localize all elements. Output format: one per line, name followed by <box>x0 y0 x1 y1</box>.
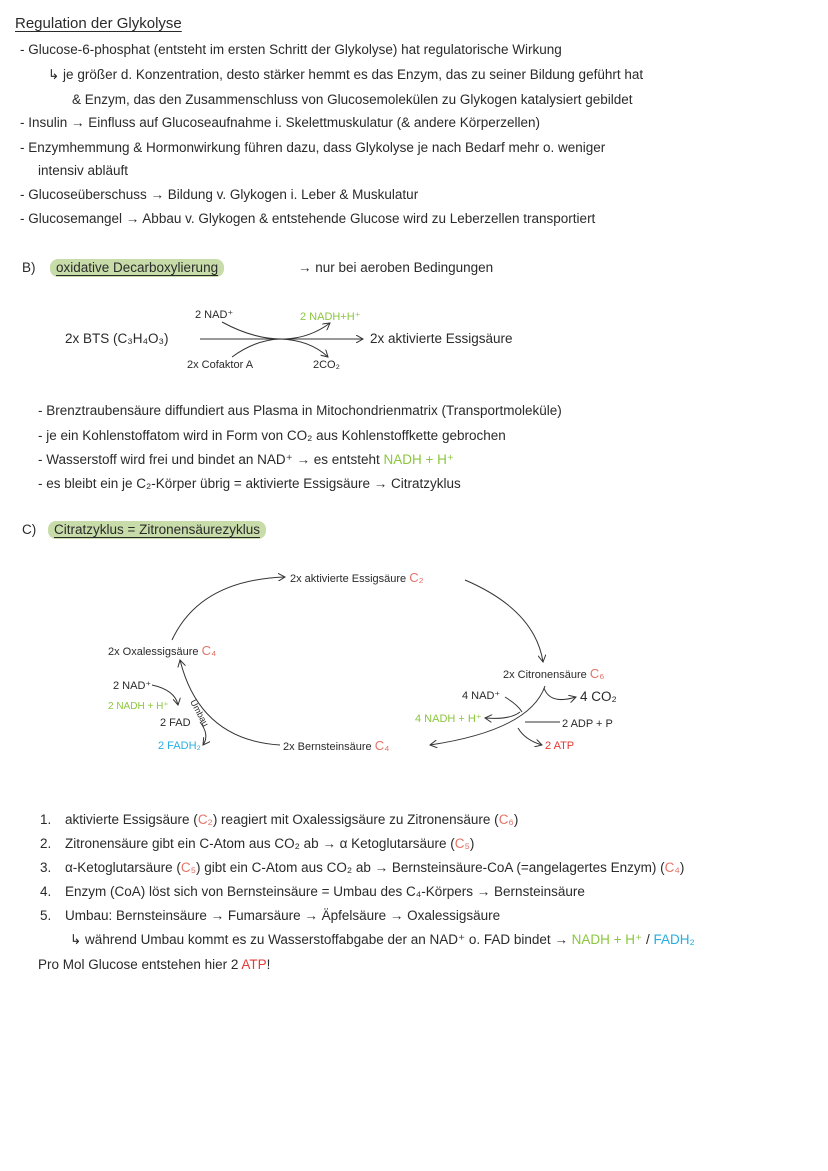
atp-label: ATP <box>241 957 267 972</box>
cycle-right-label: 2x Citronensäure <box>503 669 587 681</box>
cycle-left <box>108 643 216 660</box>
cycle-bottom <box>283 738 389 755</box>
nadh-label: NADH + H⁺ <box>383 452 455 467</box>
carbon-count: C₂ <box>197 812 213 827</box>
cycle-left-label: 2x Oxalessigsäure <box>108 646 199 658</box>
nad-left-label: 2 NAD⁺ <box>113 680 152 692</box>
cycle-bottom-label: 2x Bernsteinsäure <box>283 741 372 753</box>
carbon-count: C₆ <box>498 812 514 827</box>
regulation-line: - Glucosemangel → Abbau v. Glykogen & entstehende Glucose wird zu Leberzellen transportiert <box>20 211 596 226</box>
cycle-top-label: 2x aktivierte Essigsäure <box>290 573 407 585</box>
carbon-count: C₄ <box>374 738 390 753</box>
reaction-product: 2x aktivierte Essigsäure <box>370 331 513 346</box>
step-text: ) <box>679 860 685 875</box>
step-number: 5. <box>40 908 52 923</box>
carbon-count: C₅ <box>180 860 197 875</box>
step-text: ) <box>469 836 475 851</box>
step-2 <box>40 836 474 852</box>
carbon-count: C₅ <box>454 836 470 851</box>
step-1 <box>40 812 518 828</box>
step-4 <box>40 884 585 900</box>
nadh-label: NADH + H⁺ <box>571 932 643 947</box>
reaction-out-top: 2 NADH+H⁺ <box>300 311 361 323</box>
reaction-in-bottom: 2x Cofaktor A <box>187 359 254 371</box>
step-text: ) <box>513 812 519 827</box>
cycle-arrows <box>152 577 576 745</box>
carbon-count: C₄ <box>664 860 680 875</box>
note-text: ↳ während Umbau kommt es zu Wasserstoffabgabe der an NAD⁺ o. FAD bindet → <box>70 932 572 947</box>
section-c-letter: C) <box>22 522 37 537</box>
fad-label: 2 FAD <box>160 717 191 729</box>
step-number: 4. <box>40 884 52 899</box>
reaction-substrate: 2x BTS (C₃H₄O₃) <box>65 331 169 346</box>
reaction-in-top: 2 NAD⁺ <box>195 309 234 321</box>
fadh2-label: 2 FADH₂ <box>158 740 201 752</box>
regulation-line: - Insulin → Einfluss auf Glucoseaufnahme i. Skelettmuskulatur (& andere Körperzellen) <box>20 115 541 130</box>
atp-label: 2 ATP <box>545 740 575 752</box>
step-number: 3. <box>40 860 52 875</box>
carbon-count: C₄ <box>201 643 217 658</box>
step-text: aktivierte Essigsäure ( <box>65 812 198 827</box>
bullet <box>38 452 454 468</box>
section-c-heading: Citratzyklus = Zitronensäurezyklus <box>48 521 266 539</box>
step-text: ) gibt ein C-Atom aus CO₂ ab → Bernsteinsäure-CoA (=angelagertes Enzym) ( <box>196 860 665 875</box>
step-5-note <box>70 932 695 948</box>
regulation-line: ↳ je größer d. Konzentration, desto stärker hemmt es das Enzym, das zu seiner Bildung geführt hat <box>48 67 644 82</box>
step-text: ) reagiert mit Oxalessigsäure zu Zitronensäure ( <box>212 812 499 827</box>
cycle-right <box>503 666 604 683</box>
step-text: Zitronensäure gibt ein C-Atom aus CO₂ ab → α Ketoglutarsäure ( <box>65 836 455 851</box>
cycle-top <box>290 570 424 587</box>
bullet-text: - Wasserstoff wird frei und bindet an NAD⁺ → es entsteht <box>38 452 384 467</box>
bullet: - Brenztraubensäure diffundiert aus Plasma in Mitochondrienmatrix (Transportmoleküle) <box>38 403 562 418</box>
carbon-count: C₆ <box>589 666 605 681</box>
separator: / <box>642 932 654 947</box>
step-text: α-Ketoglutarsäure ( <box>65 860 181 875</box>
regulation-line: intensiv abläuft <box>38 163 129 178</box>
nad-right-label: 4 NAD⁺ <box>462 690 501 702</box>
regulation-line: & Enzym, das den Zusammenschluss von Glucosemolekülen zu Glykogen katalysiert gebildet <box>72 92 633 107</box>
page-title: Regulation der Glykolyse <box>15 15 182 32</box>
bullet: - es bleibt ein je C₂-Körper übrig = aktivierte Essigsäure → Citratzyklus <box>38 476 461 491</box>
step-3 <box>40 860 684 876</box>
step-5 <box>40 908 500 924</box>
regulation-line: - Glucoseüberschuss → Bildung v. Glykogen i. Leber & Muskulatur <box>20 187 419 202</box>
step-number: 1. <box>40 812 52 827</box>
reaction-out-bottom: 2CO₂ <box>313 359 340 371</box>
section-b-heading: oxidative Decarboxylierung <box>50 259 224 277</box>
step-text: Enzym (CoA) löst sich von Bernsteinsäure = Umbau des C₄-Körpers → Bernsteinsäure <box>65 884 585 899</box>
carbon-count: C₂ <box>409 570 424 585</box>
co2-label: 4 CO₂ <box>580 689 617 704</box>
fadh2-label: FADH₂ <box>653 932 695 947</box>
nadh-left-label: 2 NADH + H⁺ <box>108 701 169 712</box>
section-b-note: → nur bei aeroben Bedingungen <box>298 260 494 275</box>
step-number: 2. <box>40 836 52 851</box>
summary-end: ! <box>266 957 271 972</box>
section-b-letter: B) <box>22 260 36 275</box>
summary-text: Pro Mol Glucose entstehen hier 2 <box>38 957 242 972</box>
summary <box>38 957 270 973</box>
reaction-arrows <box>200 322 363 357</box>
bullet: - je ein Kohlenstoffatom wird in Form von CO₂ aus Kohlenstoffkette gebrochen <box>38 428 506 443</box>
regulation-line: - Enzymhemmung & Hormonwirkung führen dazu, dass Glykolyse je nach Bedarf mehr o. weniger <box>20 140 606 155</box>
umbau-label: Umbau <box>188 697 211 729</box>
regulation-line: - Glucose-6-phosphat (entsteht im ersten Schritt der Glykolyse) hat regulatorische Wirkung <box>20 42 562 57</box>
nadh-right-label: 4 NADH + H⁺ <box>415 713 482 725</box>
step-text: Umbau: Bernsteinsäure → Fumarsäure → Äpfelsäure → Oxalessigsäure <box>65 908 501 923</box>
adp-label: 2 ADP + P <box>562 718 613 730</box>
